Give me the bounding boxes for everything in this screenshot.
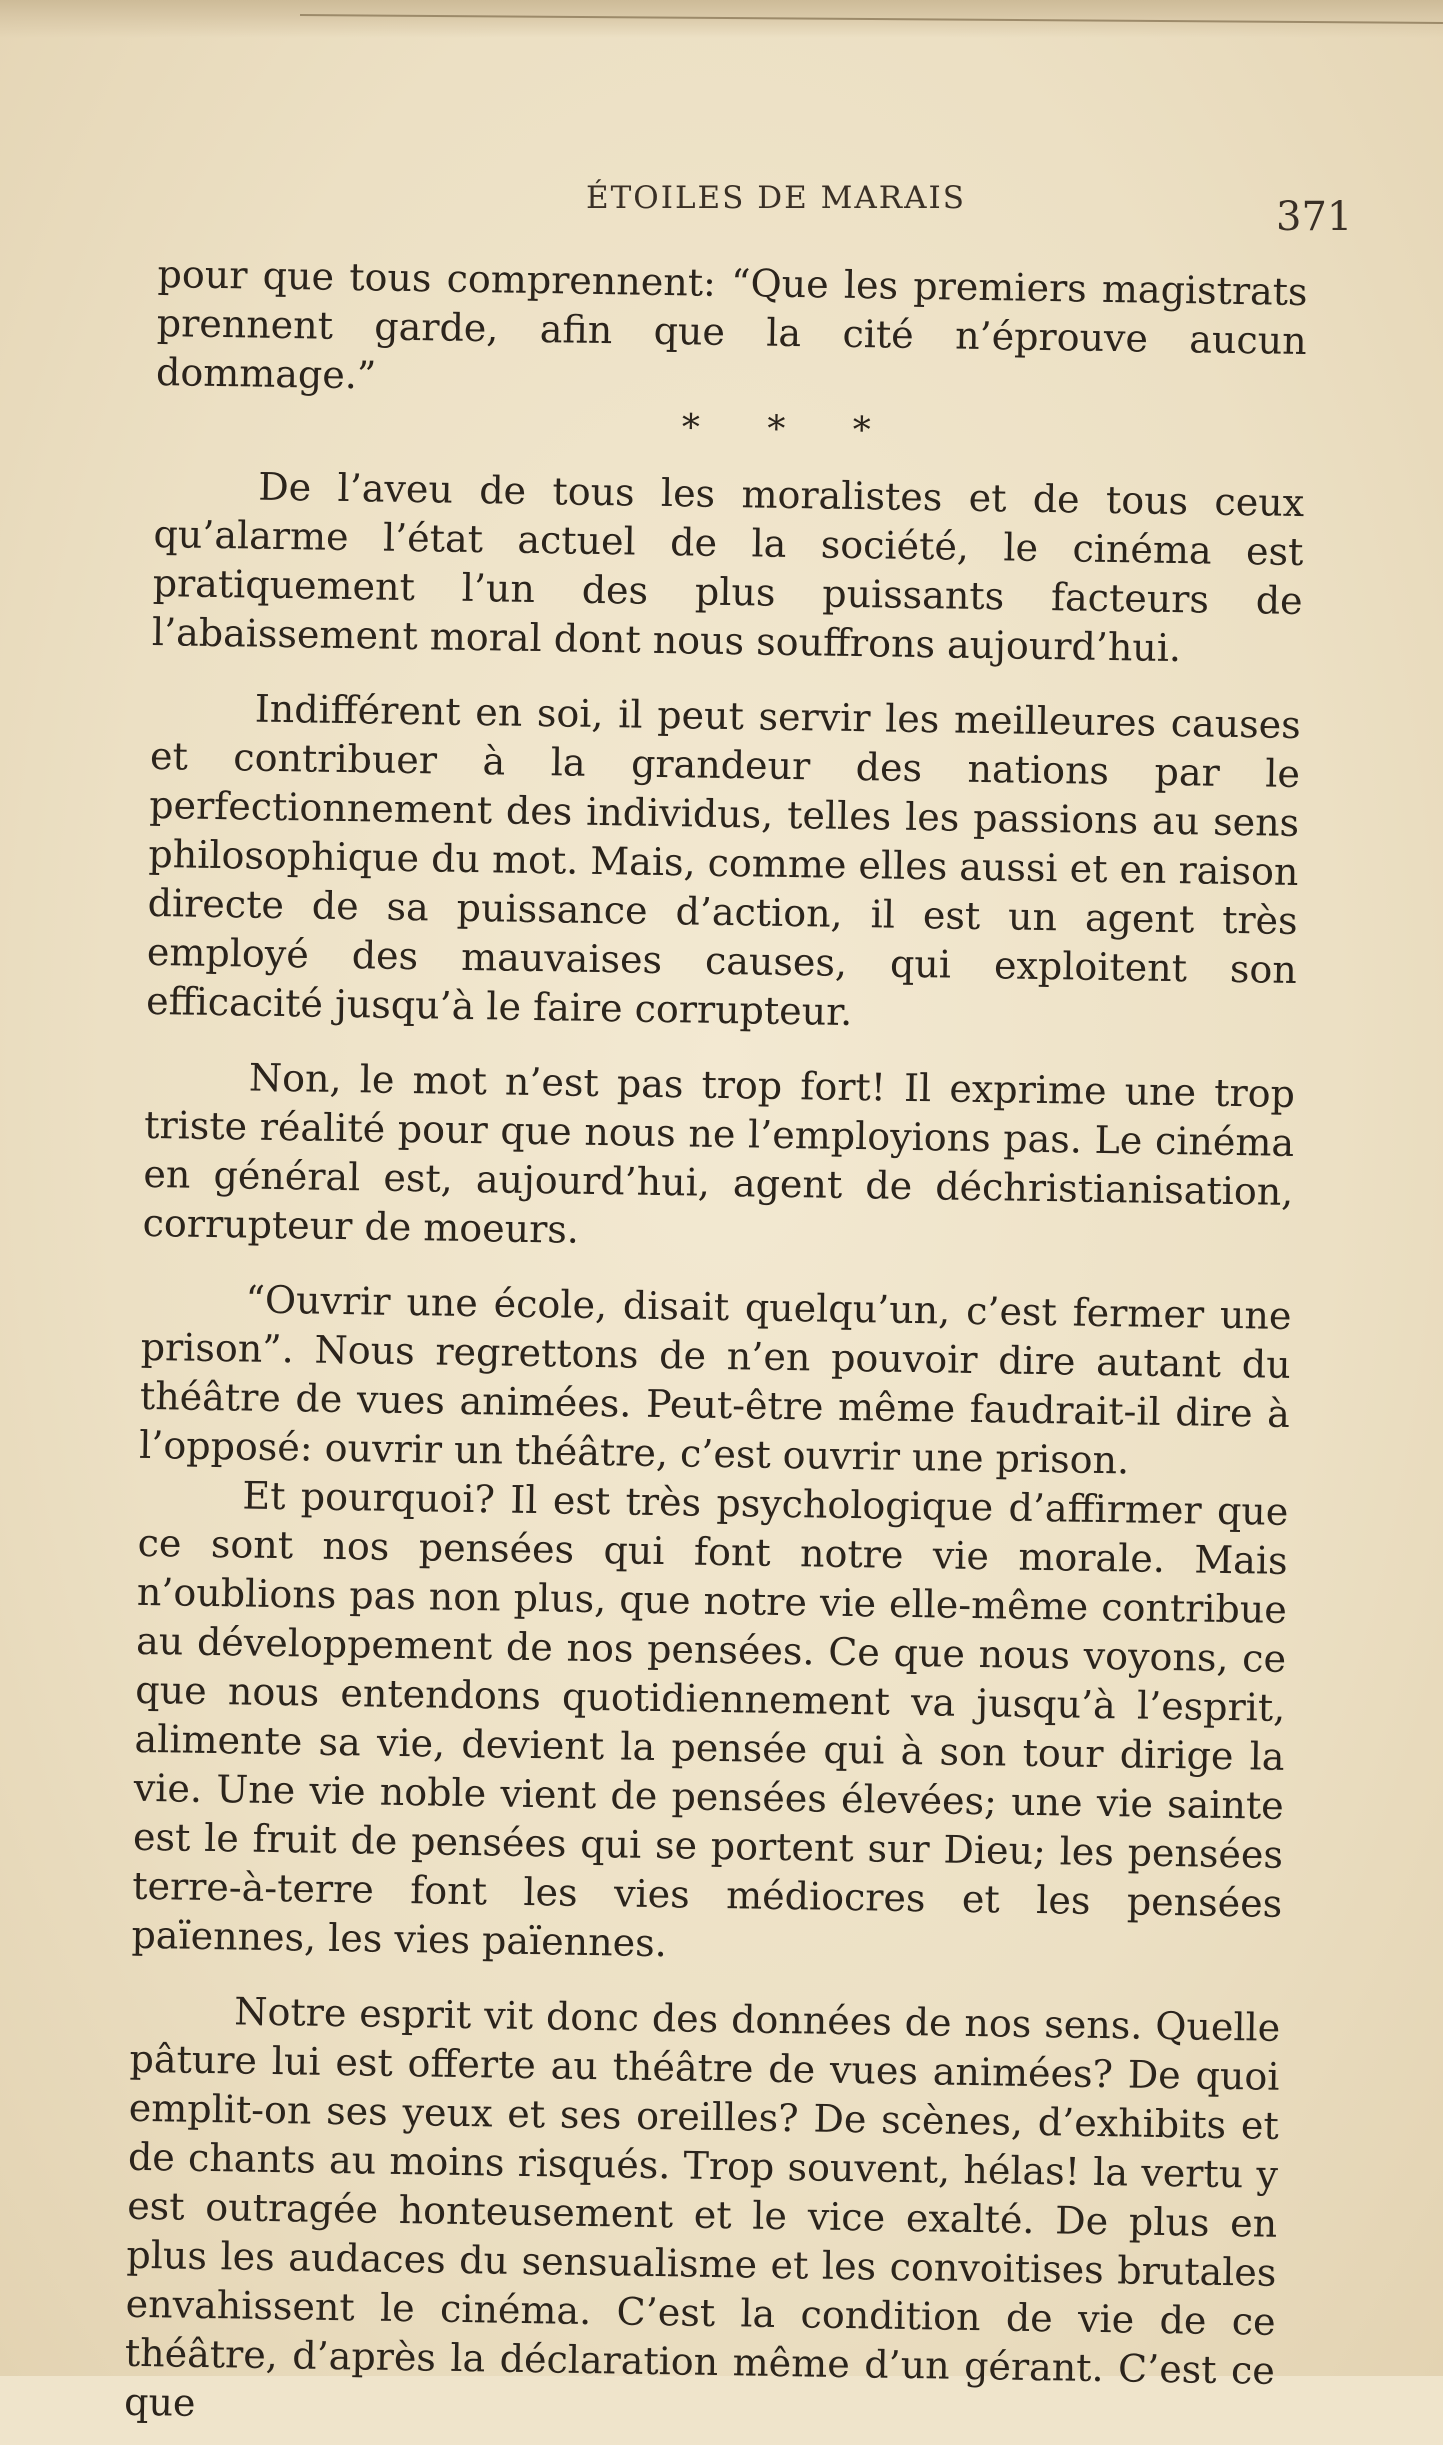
paragraph-6: Notre esprit vit donc des données de nos sens. Quelle pâture lui est offerte au théâtre de vues animées? De quoi emplit-on ses yeux et ses oreilles? De scènes, d’exhibits et de chants au moins risqués. Trop souvent, hélas! la vertu y est outragée honteusement et le vice exalté. De plus en plus les audaces du sensualisme et les convoitises brutales envahissent le cinéma. C’est la condition de vie de ce théâtre, d’après la déclaration même d’un gérant. C’est ce que xyxy=(123,1989,1281,2425)
section-separator: * * * xyxy=(681,407,900,452)
paragraph-4: “Ouvrir une école, disait quelqu’un, c’est fermer une prison”. Nous regrettons de n’en pouvoir dire autant du théâtre de vues animées. Peut-être même faudrait-il dire à l’opposé: ouvrir un théâtre, c’est ouvrir une prison. xyxy=(138,1277,1292,1483)
page-number: 371 xyxy=(1276,194,1353,240)
paragraph-3: Non, le mot n’est pas trop fort! Il exprime une trop triste réalité pour que nous ne l’employions pas. Le cinéma en général est, aujourd’hui, agent de déchristianisation, corrupteur de moeurs. xyxy=(142,1055,1296,1252)
paragraph-1: De l’aveu de tous les moralistes et de tous ceux qu’alarme l’état actuel de la société, le cinéma est pratiquement l’un des plus puissants facteurs de l’abaissement moral dont nous souffrons aujourd’hui. xyxy=(151,464,1305,671)
page-top-edge xyxy=(0,0,1443,38)
body-text xyxy=(124,250,1308,2445)
paragraph-5: Et pourquoi? Il est très psychologique d’affirmer que ce sont nos pensées qui font notre vie morale. Mais n’oublions pas non plus, que notre vie elle-même contribue au développement de nos pensées. Ce que nous voyons, ce que nous entendons quotidiennement va jusqu’à l’esprit, alimente sa vie, devient la pensée qui à son tour dirige la vie. Une vie noble vient de pensées élevées; une vie sainte est le fruit de pensées qui se portent sur Dieu; les pensées terre-à-terre font les vies médiocres et les pensées païennes, les vies païennes. xyxy=(131,1473,1289,1966)
paragraph-continued: pour que tous comprennent: “Que les premiers magistrats prennent garde, afin que la cité n’éprouve aucun dommage.” xyxy=(155,251,1308,398)
paragraph-2: Indifférent en soi, il peut servir les meilleures causes et contribuer à la grandeur des nations par le perfectionnement des individus, telles les passions au sens philosophique du mot. Mais, comme elles aussi et en raison directe de sa puissance d’action, il est un agent très employé des mauvaises causes, qui exploitent son efficacité jusqu’à le faire corrupteur. xyxy=(145,686,1302,1034)
running-head: ÉTOILES DE MARAIS xyxy=(586,180,966,216)
